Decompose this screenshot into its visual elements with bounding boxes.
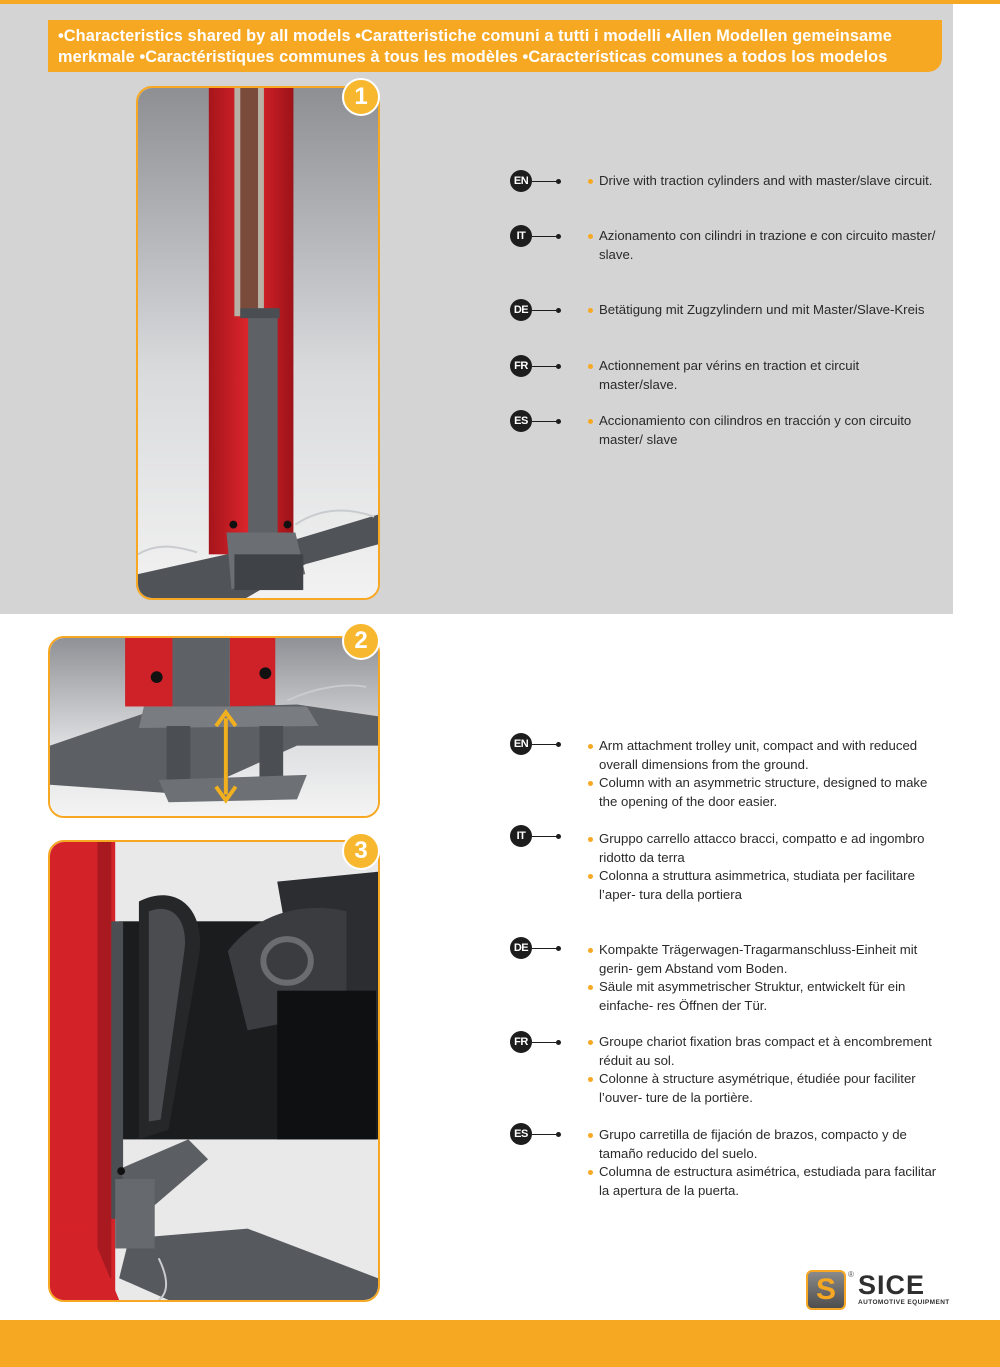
desc-s2-it [588,830,940,904]
desc-item: Drive with traction cylinders and with master/slave circuit. [588,172,940,191]
lang-connector-dot [556,1132,561,1137]
desc-item: Betätigung mit Zugzylindern und mit Master/Slave-Kreis [588,301,940,320]
desc-s2-es [588,1126,940,1200]
desc-item: Actionnement par vérins en traction et circuit master/slave. [588,357,940,394]
desc-item: Groupe chariot fixation bras compact et à encombrement réduit au sol. [588,1033,940,1070]
brand-logo [806,1270,954,1312]
desc-s2-de [588,941,940,1015]
desc-item: Kompakte Trägerwagen-Tragarmanschluss-Einheit mit gerin- gem Abstand vom Boden. [588,941,940,978]
logo-name: SICE [858,1270,926,1300]
lang-badge-en: EN [510,733,532,755]
lang-badge-de: DE [510,937,532,959]
photo-badge-1: 1 [342,78,380,116]
lang-connector [532,310,558,311]
lang-connector [532,181,558,182]
footer-bar [0,1320,1000,1367]
desc-item: Grupo carretilla de fijación de brazos, compacto y de tamaño reducido del suelo. [588,1126,940,1163]
photo-column-drive [136,86,380,600]
logo-registered: ® [848,1270,854,1279]
photo-trolley-unit [48,636,380,818]
lang-badge-es: ES [510,410,532,432]
lang-connector [532,744,558,745]
desc-item: Columna de estructura asimétrica, estudiada para facilitar la apertura de la puerta. [588,1163,940,1200]
lang-connector-dot [556,834,561,839]
header-banner [48,20,942,72]
lang-connector [532,236,558,237]
desc-item: Accionamiento con cilindros en tracción y con circuito master/ slave [588,412,940,449]
lang-connector [532,1042,558,1043]
desc-item: Colonne à structure asymétrique, étudiée pour faciliter l’ouver- ture de la portière. [588,1070,940,1107]
lang-connector-dot [556,308,561,313]
photo-badge-3: 3 [342,832,380,870]
logo-tagline: AUTOMOTIVE EQUIPMENT [858,1299,950,1306]
lang-connector [532,948,558,949]
lang-connector-dot [556,234,561,239]
desc-item: Arm attachment trolley unit, compact and with reduced overall dimensions from the ground. [588,737,940,774]
lang-badge-es: ES [510,1123,532,1145]
desc-s1-fr [588,357,940,394]
lang-badge-fr: FR [510,355,532,377]
desc-s2-en [588,737,940,811]
desc-item: Azionamento con cilindri in trazione e con circuito master/ slave. [588,227,940,264]
desc-item: Säule mit asymmetrischer Struktur, entwickelt für ein einfache- res Öffnen der Tür. [588,978,940,1015]
desc-s1-it [588,227,940,264]
lang-connector-dot [556,1040,561,1045]
lang-connector-dot [556,364,561,369]
desc-s1-es [588,412,940,449]
desc-item: Column with an asymmetric structure, designed to make the opening of the door easier. [588,774,940,811]
desc-item: Gruppo carrello attacco bracci, compatto e ad ingombro ridotto da terra [588,830,940,867]
logo-mark-icon: S [806,1270,846,1310]
lang-connector-dot [556,419,561,424]
lang-badge-it: IT [510,225,532,247]
lang-connector [532,366,558,367]
lang-badge-en: EN [510,170,532,192]
header-line-1: •Characteristics shared by all models •Caratteristiche comuni a tutti i modelli •Allen Modellen gemeinsame [58,27,892,45]
lang-badge-fr: FR [510,1031,532,1053]
lang-connector [532,1134,558,1135]
desc-s1-en [588,172,940,191]
lang-connector [532,836,558,837]
lang-connector-dot [556,946,561,951]
lang-connector-dot [556,742,561,747]
lang-connector [532,421,558,422]
lang-connector-dot [556,179,561,184]
desc-s2-fr [588,1033,940,1107]
desc-s1-de [588,301,940,320]
header-line-2: merkmale •Caractéristiques communes à tous les modèles •Características comunes a todos los modelos [58,48,888,66]
photo-door-opening [48,840,380,1302]
lang-badge-it: IT [510,825,532,847]
lang-badge-de: DE [510,299,532,321]
photo-badge-2: 2 [342,622,380,660]
desc-item: Colonna a struttura asimmetrica, studiata per facilitare l’aper- tura della portiera [588,867,940,904]
